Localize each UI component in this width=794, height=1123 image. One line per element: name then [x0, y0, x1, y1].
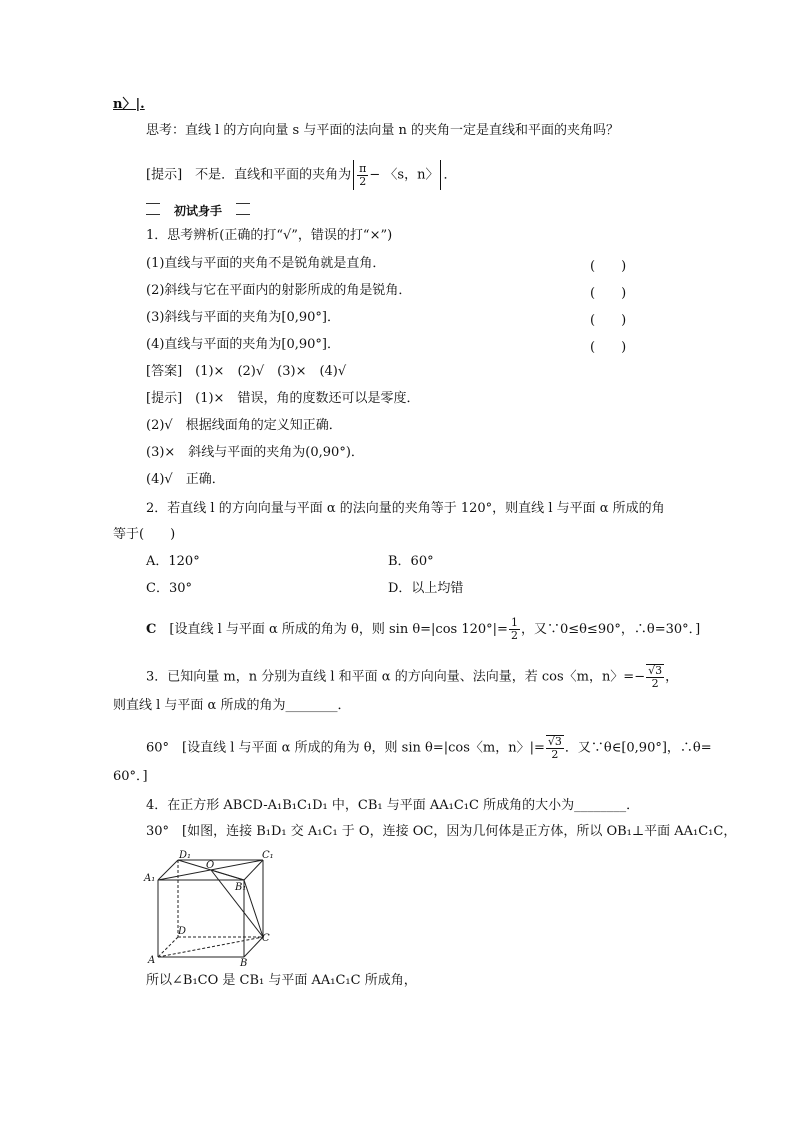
q1-item: (4)直线与平面的夹角为[0,90°]．: [146, 337, 341, 352]
q1-stem: 1．思考辨析(正确的打“√”，错误的打“×”): [146, 228, 393, 243]
top-fragment: n〉|.: [113, 97, 145, 112]
q3-answer: 60° [设直线 l 与平面 α 所成的角为 θ，则 sin θ=|cos〈m，n〉|= $\frac{√3}{2}$ ．又∵θ∈[0,90°]，∴θ=: [146, 735, 712, 761]
q1-answer: [答案] (1)× (2)√ (3)× (4)√: [146, 364, 347, 379]
sqrt3-over-2-fraction: $\frac{√3}{2}$: [547, 735, 562, 761]
q4-conclusion: 所以∠B₁CO 是 CB₁ 与平面 AA₁C₁C 所成角，: [146, 973, 417, 988]
q2-option-b: B．60°: [388, 554, 434, 569]
q2-stem-cont: 等于( ): [113, 527, 176, 542]
q2-stem: 2．若直线 l 的方向向量与平面 α 的法向量的夹角等于 120°，则直线 l 与平面 α 所成的角: [146, 501, 665, 516]
label-d1: D₁: [179, 850, 192, 861]
q1-item: (3)斜线与平面的夹角为[0,90°]．: [146, 310, 341, 325]
label-b1: B₁: [235, 882, 247, 893]
label-c: C: [262, 933, 270, 944]
q4-answer: 30° [如图，连接 B₁D₁ 交 A₁C₁ 于 O，连接 OC，因为几何体是正方体，所以 OB₁⊥平面 AA₁C₁C，: [146, 824, 737, 839]
q3-stem-cont: 则直线 l 与平面 α 所成的角为________．: [113, 698, 351, 713]
one-half-fraction: $\frac{1}{2}$: [510, 616, 518, 642]
answer-paren: ( ): [590, 313, 627, 328]
q2-option-c: C．30°: [146, 581, 192, 596]
q1-tip: (3)× 斜线与平面的夹角为(0,90°)．: [146, 445, 364, 460]
label-c1: C₁: [262, 850, 274, 861]
q2-answer: C [设直线 l 与平面 α 所成的角为 θ，则 sin θ=|cos 120°|= $\frac{1}{2}$ ，又∵0≤θ≤90°，∴θ=30°．]: [146, 616, 701, 642]
cube-figure: [140, 846, 290, 968]
think-tip: [提示] 不是．直线和平面的夹角为 $\frac{\pi}{2}$ − 〈s，n〉 ．: [146, 160, 456, 190]
section-header: [146, 200, 250, 216]
q3-answer-cont: 60°．]: [113, 769, 148, 784]
label-a1: A₁: [144, 873, 156, 884]
think-question: 思考：直线 l 的方向向量 s 与平面的法向量 n 的夹角一定是直线和平面的夹角吗？: [146, 123, 619, 138]
q1-item: (2)斜线与它在平面内的射影所成的角是锐角．: [146, 283, 412, 298]
q1-item: (1)直线与平面的夹角不是锐角就是直角．: [146, 256, 386, 271]
q2-option-a: A．120°: [146, 554, 200, 569]
q2-option-d: D．以上均错: [388, 581, 464, 596]
answer-paren: ( ): [590, 259, 627, 274]
q4-stem: 4．在正方形 ABCD-A₁B₁C₁D₁ 中，CB₁ 与平面 AA₁C₁C 所成角的大小为________．: [146, 798, 640, 813]
q3-stem: 3．已知向量 m，n 分别为直线 l 和平面 α 的方向向量、法向量，若 cos〈m，n〉=− $\frac{√3}{2}$ ，: [146, 664, 679, 690]
label-d: D: [178, 926, 187, 937]
q1-tip: (2)√ 根据线面角的定义知正确．: [146, 418, 342, 433]
sqrt3-over-2-fraction: $\frac{√3}{2}$: [648, 664, 663, 690]
answer-paren: ( ): [590, 286, 627, 301]
label-b: B: [240, 958, 248, 968]
section-label: 初试身手: [160, 202, 236, 219]
q1-tip: [提示] (1)× 错误，角的度数还可以是零度．: [146, 391, 420, 406]
answer-paren: ( ): [590, 340, 627, 355]
q1-tip: (4)√ 正确．: [146, 472, 225, 487]
pi-over-2-fraction: $\frac{\pi}{2}$: [359, 161, 367, 188]
label-a: A: [148, 955, 156, 966]
label-o: O: [206, 860, 215, 871]
